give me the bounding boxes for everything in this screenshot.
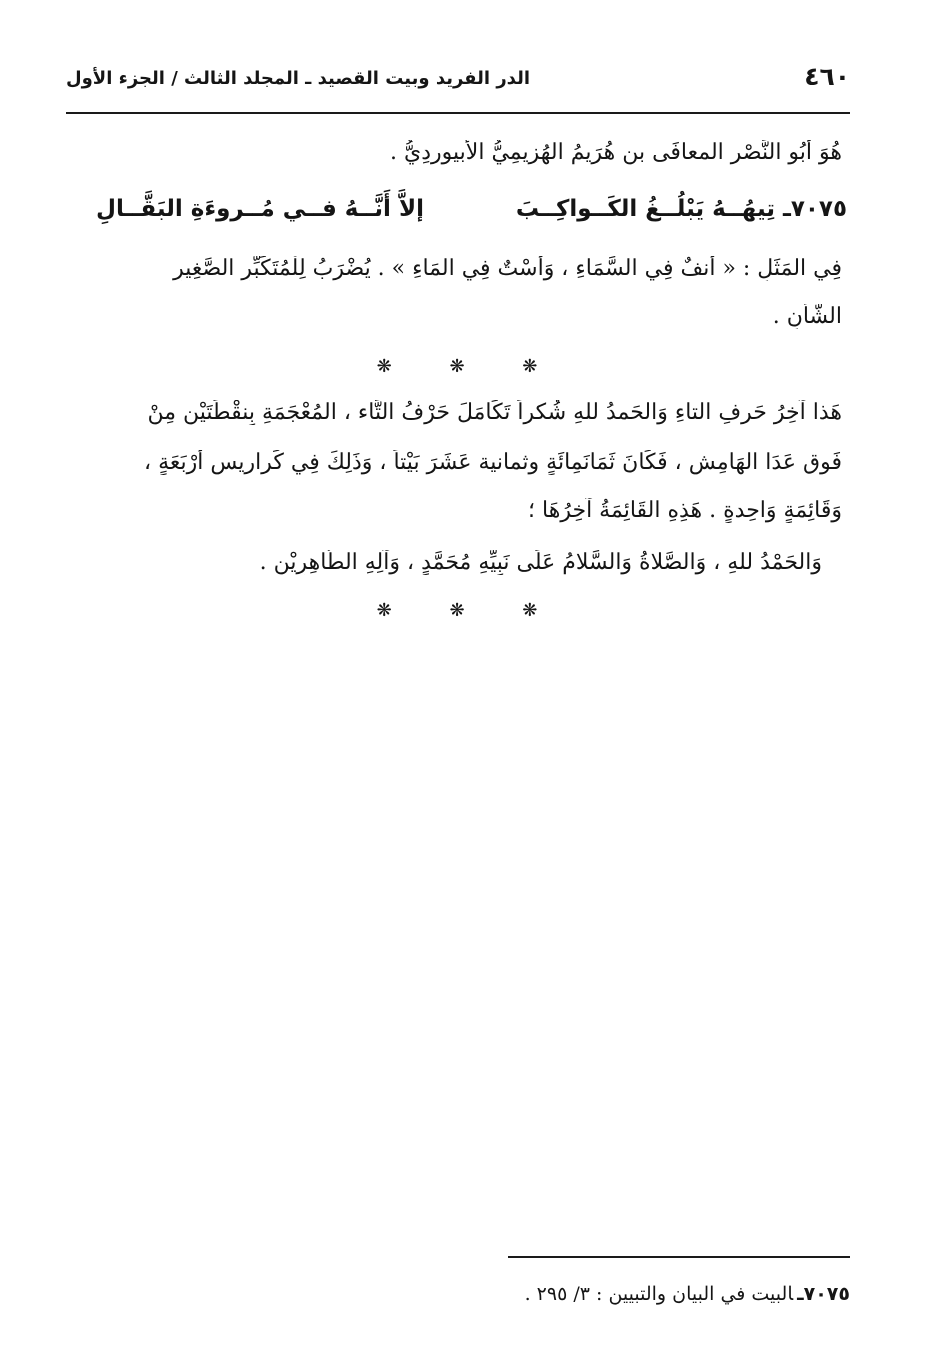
verse-number: ٧٠٧٥ـ: [782, 196, 847, 222]
closing-line: وَالحَمْدُ للهِ ، وَالصَّلاةُ وَالسَّلامُ عَلَى نَبِيِّهِ مُحَمَّدٍ ، وَآلِهِ الطَّاهِرِيْن .: [259, 550, 822, 575]
section-separator: ❋ ❋ ❋: [376, 356, 564, 377]
section-separator: ❋ ❋ ❋: [376, 600, 564, 621]
page-number: ٤٦٠: [804, 62, 850, 91]
proverb-line: الشَّأنِ .: [772, 304, 842, 329]
verse-hemistich-second: إلاَّ أَنَّــهُ فــي مُــروءَةِ البَقَّــالِ: [96, 196, 424, 222]
verse-hemistich-first: تِيهُــهُ يَبْلُــغُ الكَــواكِــبَ: [515, 196, 775, 222]
closing-line: فَوق عَدَا الهَامِشِ ، فَكَانَ ثَمَانَمِائَةٍ وثمانية عَشَرَ بَيْتاً ، وَذَلِكَ فِي كَراريس أَرْبَعَةٍ ،: [144, 450, 842, 475]
header-divider: [66, 112, 850, 114]
footnote-text: البيت في البيان والتبيين : ٣/ ٢٩٥ .: [524, 1283, 794, 1305]
page-header: [66, 62, 850, 102]
closing-line: هَذا آخِرُ حَرفِ التاءِ وَالحَمدُ للهِ شُكراً تَكَامَلَ حَرْفُ التَّاء ، المُعْجَمَةِ بِنقْطَتَيْنِ مِنْ: [147, 400, 842, 425]
footnote: [96, 1283, 850, 1305]
closing-line: وَقَائِمَةٍ وَاحِدةٍ . هَذِهِ القَائِمَةُ آخِرُهَا ؛: [528, 498, 842, 523]
footnote-number: ٧٠٧٥ـ: [797, 1283, 850, 1305]
proverb-line: فِي المَثَلِ : « أنفٌ فِي السَّمَاءِ ، وَأَسْتٌ فِي المَاءِ » . يُضْرَبُ لِلْمُتَكَبِّرِ الصَّغِيرِ: [173, 256, 842, 281]
footnote-divider: [508, 1256, 850, 1258]
running-title: الدر الفريد وبيت القصيد ـ المجلد الثالث / الجزء الأول: [66, 68, 531, 89]
intro-line: هُوَ أَبُو النَّصْرِ المعافَى بن هُرَيمُ الهُزِيمِيُّ الأبيوردِيُّ .: [390, 140, 842, 165]
verse: [96, 196, 847, 238]
